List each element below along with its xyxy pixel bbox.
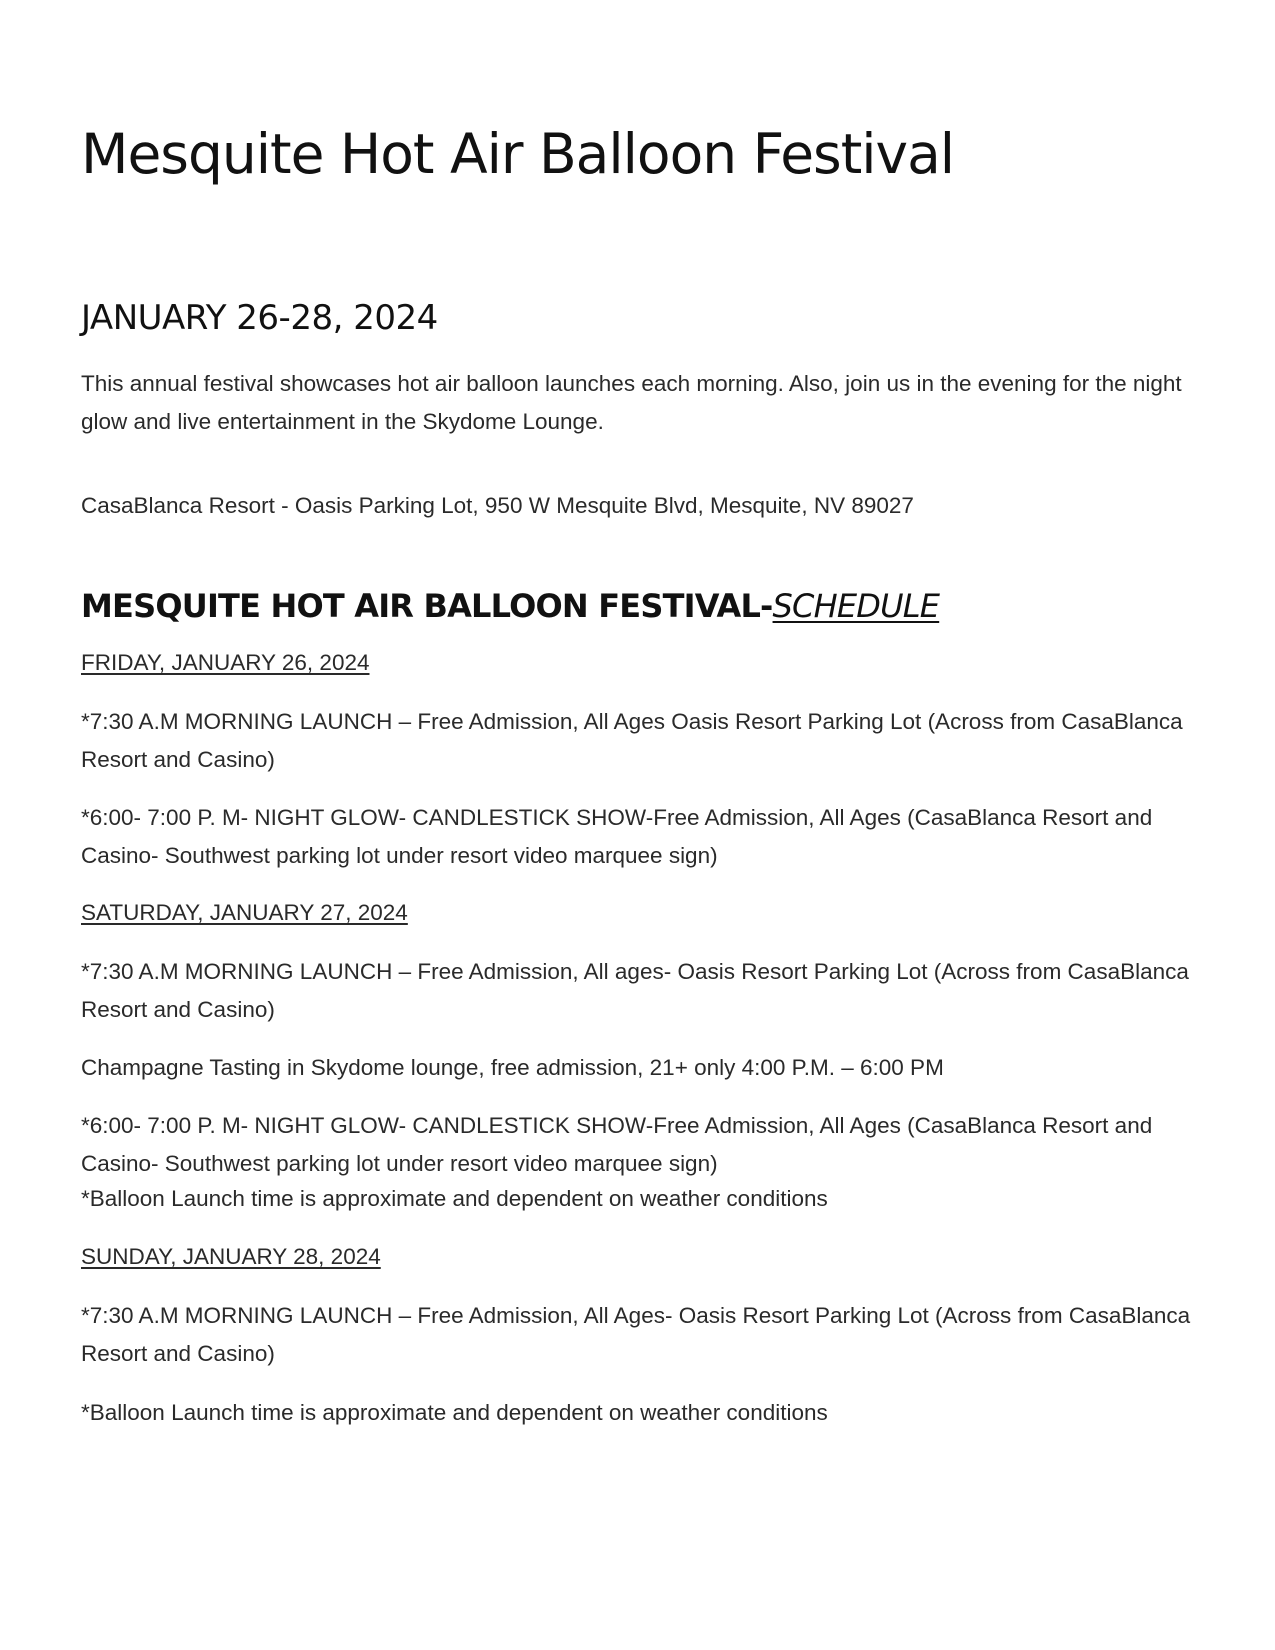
- venue-address: CasaBlanca Resort - Oasis Parking Lot, 950 W Mesquite Blvd, Mesquite, NV 89027: [81, 493, 914, 518]
- friday-entry-morning-launch: *7:30 A.M MORNING LAUNCH – Free Admission, All Ages Oasis Resort Parking Lot (Across from CasaBlanca Resort and Casino): [81, 709, 1183, 772]
- sunday-entry-morning-launch: *7:30 A.M MORNING LAUNCH – Free Admission, All Ages- Oasis Resort Parking Lot (Across from CasaBlanca Resort and Casino): [81, 1303, 1191, 1366]
- schedule-heading-sub: SCHEDULE: [772, 587, 940, 625]
- sunday-entry-weather-note: *Balloon Launch time is approximate and dependent on weather conditions: [81, 1400, 828, 1425]
- schedule-heading-main: MESQUITE HOT AIR BALLOON FESTIVAL-: [81, 587, 773, 625]
- day-heading-saturday: SATURDAY, JANUARY 27, 2024: [81, 900, 408, 925]
- friday-entry-night-glow: *6:00- 7:00 P. M- NIGHT GLOW- CANDLESTICK SHOW-Free Admission, All Ages (CasaBlanca Resort and Casino- Southwest parking lot under resort video marquee sign): [81, 805, 1153, 868]
- intro-paragraph: This annual festival showcases hot air balloon launches each morning. Also, join us in the evening for the night glow and live entertainment in the Skydome Lounge.: [81, 371, 1182, 434]
- day-heading-sunday: SUNDAY, JANUARY 28, 2024: [81, 1244, 381, 1269]
- saturday-entry-champagne: Champagne Tasting in Skydome lounge, free admission, 21+ only 4:00 P.M. – 6:00 PM: [81, 1055, 944, 1080]
- saturday-entry-morning-launch: *7:30 A.M MORNING LAUNCH – Free Admission, All ages- Oasis Resort Parking Lot (Across from CasaBlanca Resort and Casino): [81, 959, 1189, 1022]
- saturday-entry-night-glow: *6:00- 7:00 P. M- NIGHT GLOW- CANDLESTICK SHOW-Free Admission, All Ages (CasaBlanca Resort and Casino- Southwest parking lot under resort video marquee sign): [81, 1113, 1153, 1176]
- day-heading-friday: FRIDAY, JANUARY 26, 2024: [81, 650, 370, 675]
- schedule-heading: [81, 583, 939, 629]
- saturday-entry-weather-note: *Balloon Launch time is approximate and dependent on weather conditions: [81, 1186, 828, 1211]
- page-title: Mesquite Hot Air Balloon Festival: [81, 122, 955, 186]
- festival-dates: JANUARY 26-28, 2024: [81, 298, 438, 338]
